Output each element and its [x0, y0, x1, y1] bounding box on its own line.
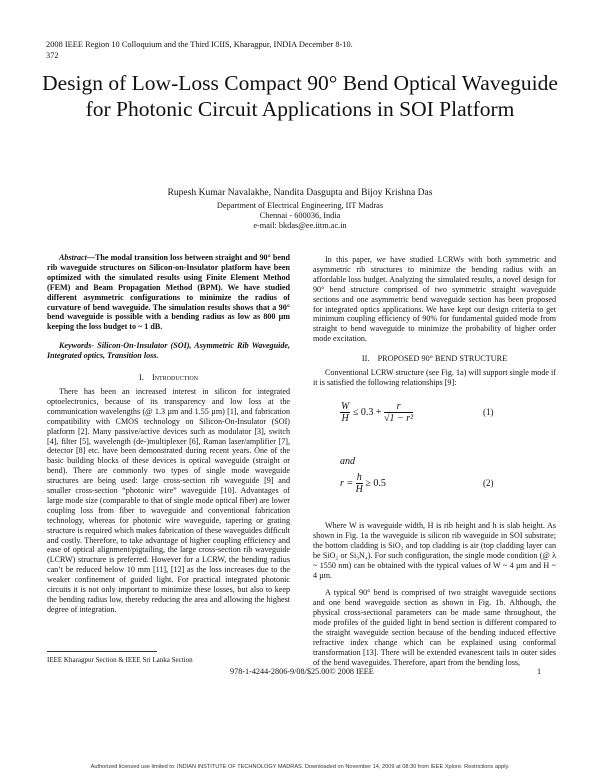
header-page-number: 372: [46, 51, 59, 60]
eq2-lhs: r =: [340, 477, 354, 489]
section-2-heading: [313, 354, 556, 364]
eq1-lhs-num: W: [341, 401, 350, 412]
section-2-text: Conventional LCRW structure (see Fig. 1a) will support single mode if it is satisfied the following relationships [9]:: [313, 368, 556, 387]
section-1-text: There has been an increased interest in silicon for integrated optoelectronics, because of its transparency and low loss at the communication wavelengths (@ 1.3 µm and 1.55 µm) [1], and fabrication compatibility with CMOS technology on Silicon-On-Insulator (SOI) platform [2]. Many passive/active devices such as modulator [3], switch [4], filter [5], wavelength (de-)multiplexer [6], Raman laser/amplifier [7], detector [8] etc. have been demonstrated during recent years. One of the basic building blocks of these devices is optical waveguide (straight or bend). There are commonly two types of single mode waveguide structures are being used: large cross-section rib waveguide [9] and smaller cross-section “photonic wire” waveguide [10]. Advantages of large mode size (comparable to that of single mode optical fiber) are lower coupling loss from fiber to waveguide and conventional fabrication technology, whereas for photonic wire waveguide, tapering or grating structure is required which makes fabrication of these waveguides difficult and costly. Therefore, to take advantage of higher coupling efficiency and ease of optical alignment/pigtailing, the large cross-section rib waveguide (LCRW) structure is preferred. However for a LCRW, the bending radius can’t be reduced below 10 mm [11], [12] as the loss increases due to the weaker confinement of guided light. For practical integrated photonic circuits it is not only important to minimize these losses, but also to keep the bending radius low, thereby reducing the area and allowing the highest degree of integration.: [47, 386, 290, 614]
equation-1-number: (1): [483, 407, 494, 417]
keywords-label: Keywords-: [59, 341, 95, 351]
eq1-rhs: [384, 401, 413, 424]
equation-and: and: [340, 456, 355, 467]
section-1-title: Introduction: [151, 373, 199, 383]
eq2-operator: ≥ 0.5: [365, 477, 386, 489]
section-2-number: II.: [361, 354, 370, 364]
isbn-line: 978-1-4244-2806-9/08/$25.00© 2008 IEEE: [230, 667, 374, 676]
eq1-rhs-num: r: [384, 401, 413, 413]
conference-header: [46, 39, 426, 61]
abstract-label: Abstract: [59, 253, 87, 262]
equation-1: [340, 401, 413, 424]
paper-title: Design of Low-Loss Compact 90° Bend Optical Waveguide for Photonic Circuit Applications in SOI Platform: [42, 71, 558, 121]
affiliation-email[interactable]: e-mail: bkdas@ee.iitm.ac.in: [253, 221, 347, 230]
left-column: [47, 253, 290, 615]
footnote-rule: [47, 651, 157, 652]
definitions-paragraph: Where W is waveguide width, H is rib height and h is slab height. As shown in Fig. 1a the waveguide is silicon rib waveguide in SOI substrate; the bottom cladding is SiO₂ and top cladding is air (top cladding layer can be SiO₂ or Si₃N₄). For such configuration, the single mode condition (@ λ ~ 1550 nm) can be obtained with the typical values of W ~ 4 µm and H ~ 4 µm.: [313, 521, 556, 580]
section-2-title: PROPOSED 90° BEND STRUCTURE: [377, 354, 508, 364]
eq2-fraction: [356, 472, 363, 495]
equation-2: [340, 472, 386, 495]
section-1-heading: [47, 373, 290, 383]
eq1-rhs-den: √1 − r²: [383, 413, 414, 424]
affiliation: [60, 201, 540, 231]
equation-2-number: (2): [483, 478, 494, 488]
eq2-num: h: [356, 472, 362, 483]
right-column: [313, 255, 556, 388]
abstract-text: —The modal transition loss between straight and 90° bend rib waveguide structures on Silicon-on-Insulator platform have been optimized with the simulated results using Finite Element Method (FEM) and Beam Propagation Method (BPM). We have studied different asymmetric configurations to minimize the radius of curvature of bend waveguide. The simulation results shows that a 90° bend waveguide is possible with a bending radius as low as 800 µm keeping the loss budget to ~ 1 dB.: [47, 253, 290, 332]
footnote: IEEE Kharagpur Section & IEEE Sri Lanka Section: [47, 656, 193, 664]
abstract: [47, 253, 290, 332]
eq1-operator: ≤ 0.3 +: [352, 406, 382, 418]
eq1-lhs: [340, 401, 350, 424]
eq1-lhs-den: H: [341, 413, 349, 424]
bend-paragraph: A typical 90° bend is comprised of two straight waveguide sections and one bend waveguide section as shown in Fig. 1b. Although, the physical cross-sectional parameters can be made same throughout, the mode profiles of the guided light in bend section is different compared to the straight waveguide section because of the bending induced effective refractive index change which can be explained using conformal transformation [13]. There will be extended evanescent tails in outer sides of the bend waveguides. Therefore, apart from the bending loss,: [313, 588, 556, 667]
affiliation-city: Chennai - 600036, India: [259, 211, 341, 220]
page-number: 1: [537, 667, 542, 676]
download-notice: Authorized licensed use limited to: INDIAN INSTITUTE OF TECHNOLOGY MADRAS. Downloaded on November 14, 2009 at 08:30 from IEEE Xplore. Restrictions apply.: [90, 764, 510, 770]
affiliation-dept: Department of Electrical Engineering, IIT Madras: [216, 201, 384, 210]
keywords-text: Silicon-On-Insulator (SOI), Asymmetric Rib Waveguide, Integrated optics, Transition loss.: [47, 341, 290, 361]
keywords: [47, 341, 290, 361]
section-1-number: I.: [138, 373, 144, 383]
header-line-1: 2008 IEEE Region 10 Colloquium and the Third ICIIS, Kharagpur, INDIA December 8-10.: [46, 40, 353, 49]
eq2-den: H: [355, 484, 363, 495]
authors: Rupesh Kumar Navalakhe, Nandita Dasgupta and Bijoy Krishna Das: [167, 187, 433, 198]
right-column-lower: [313, 521, 556, 668]
intro-paragraph: In this paper, we have studied LCRWs with both symmetric and asymmetric rib structures to minimize the bending radius with an affordable loss budget. Analyzing the simulated results, a novel design for 90° bend structure comprised of two symmetric straight waveguide sections and one asymmetric bend waveguide section has been proposed for integrated optics applications. We have kept our design criteria to get minimum coupling efficiency of 90% for fundamental guided mode from straight to bend waveguide to minimize the probability of higher order mode excitation.: [313, 255, 556, 344]
